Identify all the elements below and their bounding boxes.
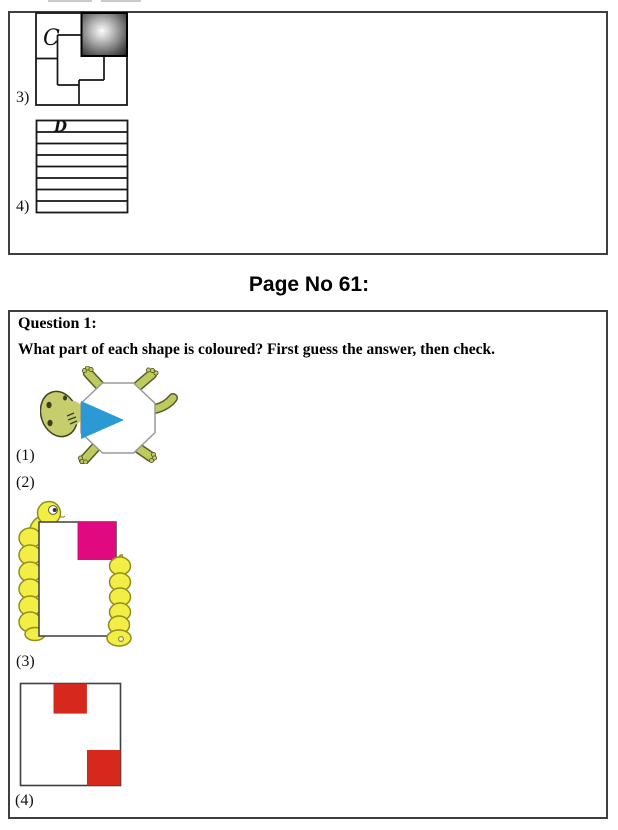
caterpillar-head: [38, 502, 66, 525]
caterpillar-rectangle-figure: [16, 498, 134, 650]
coloured-pink-square: [78, 522, 117, 560]
figure-4-label: 4): [16, 198, 30, 215]
question-heading: Question 1:: [18, 315, 97, 332]
figure-3-pinwheel-square: [35, 11, 130, 107]
figure-3-label: 3): [16, 89, 30, 106]
page-number-heading: Page No 61:: [248, 273, 370, 296]
caterpillar-right-body: [107, 555, 131, 646]
coloured-red-square-top: [54, 684, 87, 714]
red-squares-grid-figure: [19, 682, 123, 787]
page-crop-artifact: [101, 0, 141, 2]
item-4-label: (4): [15, 792, 34, 809]
coloured-red-square-bottom: [87, 750, 120, 785]
item-3-label: (3): [16, 653, 35, 670]
item-2-label: (2): [16, 474, 35, 491]
turtle-octagon-figure: [40, 366, 180, 464]
caterpillar-tail-dot: [119, 637, 124, 642]
figure-4-strip-square: [35, 119, 130, 215]
turtle-head: [40, 387, 83, 442]
figure-4-letter: D: [54, 119, 68, 136]
figure-3-shaded-quarter: [82, 13, 128, 56]
figure-3-letter: C: [43, 26, 60, 51]
page-crop-artifact: [48, 0, 92, 2]
item-1-label: (1): [16, 447, 35, 464]
question-prompt: What part of each shape is coloured? First guess the answer, then check.: [18, 341, 496, 358]
